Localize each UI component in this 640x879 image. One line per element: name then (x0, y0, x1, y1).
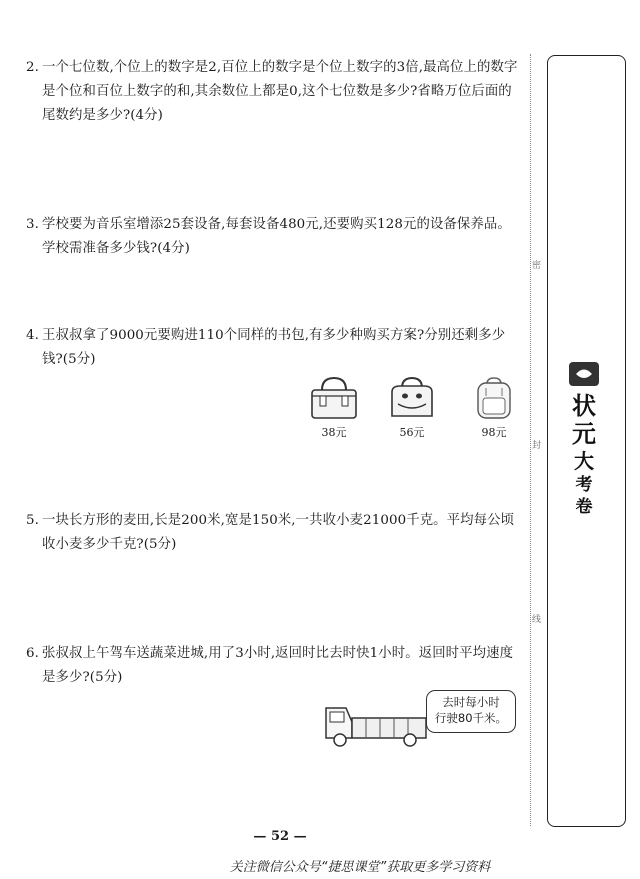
question-text: 一个七位数,个位上的数字是2,百位上的数字是个位上数字的3倍,最高位上的数字 (42, 60, 518, 75)
bag-price: 56元 (399, 426, 425, 439)
truck-icon (322, 694, 432, 750)
svg-text:大: 大 (574, 449, 594, 473)
page-number: — 52 — (253, 829, 307, 844)
briefcase-bag-icon (308, 376, 360, 420)
question-text: 一块长方形的麦田,长是200米,宽是150米,一共收小麦21000千克。平均每公顷 (42, 513, 515, 528)
footer-note: 关注微信公众号“捷思课堂”获取更多学习资料 (229, 860, 491, 875)
bubble-text: 行驶80千米。 (434, 711, 508, 725)
question-text: 张叔叔上午驾车送蔬菜进城,用了3小时,返回时比去时快1小时。返回时平均速度 (42, 646, 514, 661)
question-text: 尾数约是多少?(4分) (42, 108, 163, 123)
seal-char: 封 (532, 441, 542, 451)
bag-item (464, 376, 524, 440)
svg-text:状: 状 (572, 392, 596, 420)
question-text: 王叔叔拿了9000元要购进110个同样的书包,有多少种购买方案?分别还剩多少 (42, 328, 506, 343)
svg-text:元: 元 (572, 420, 596, 448)
question-number: 2. (26, 60, 39, 75)
bag-price: 38元 (321, 426, 347, 439)
binding-dotted-line (530, 54, 531, 826)
question-text: 学校需准备多少钱?(4分) (42, 241, 190, 256)
bag-illustrations (304, 376, 534, 446)
question-text: 是多少?(5分) (42, 670, 123, 685)
question-text: 学校要为音乐室增添25套设备,每套设备480元,还要购买128元的设备保养品。 (42, 217, 511, 232)
question-4 (26, 324, 526, 372)
question-text: 收小麦多少千克?(5分) (42, 537, 177, 552)
brand-logo (563, 362, 605, 522)
question-5 (26, 509, 526, 557)
question-number: 6. (26, 646, 39, 661)
question-number: 3. (26, 217, 39, 232)
backpack-icon (468, 376, 520, 420)
question-text: 是个位和百位上数字的和,其余数位上都是0,这个七位数是多少?省略万位后面的 (42, 84, 512, 99)
bubble-text: 去时每小时 (442, 695, 500, 709)
bag-item (382, 376, 442, 440)
bag-price: 98元 (481, 426, 507, 439)
question-number: 5. (26, 513, 39, 528)
question-number: 4. (26, 328, 39, 343)
truck-illustration (322, 690, 532, 750)
school-bag-icon (386, 376, 438, 420)
svg-text:卷: 卷 (575, 497, 593, 517)
seal-char: 密 (532, 261, 542, 271)
question-text: 钱?(5分) (42, 352, 96, 367)
seal-char: 线 (532, 615, 542, 625)
speech-bubble (426, 690, 516, 733)
bag-item (304, 376, 364, 440)
question-2 (26, 56, 526, 128)
svg-text:考: 考 (575, 475, 593, 495)
question-6 (26, 642, 526, 690)
question-3 (26, 213, 526, 261)
